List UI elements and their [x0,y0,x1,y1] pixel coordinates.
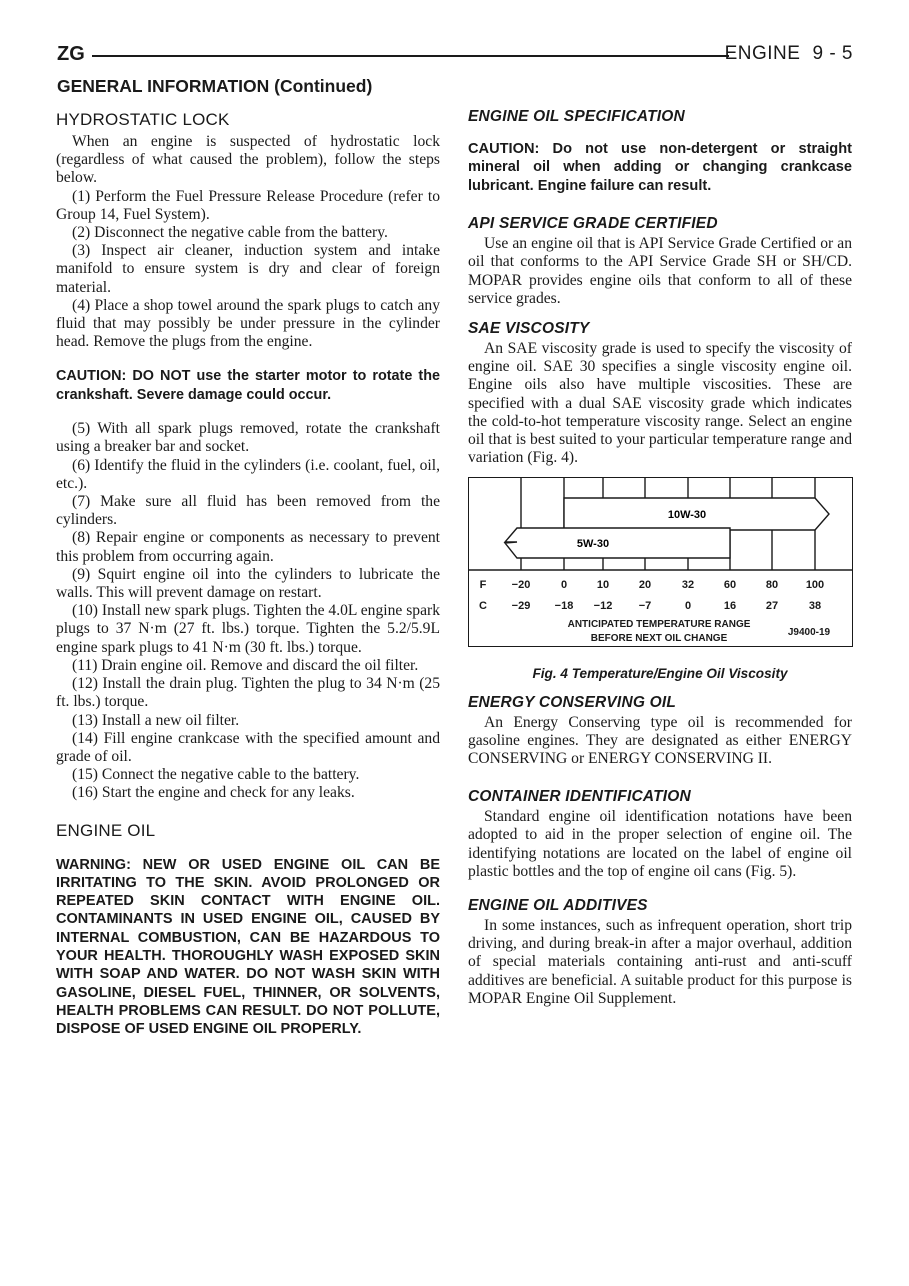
f-tick: −20 [511,579,531,592]
figure-caption: Fig. 4 Temperature/Engine Oil Viscosity [532,666,788,682]
step-item: (14) Fill engine crankcase with the specified amount and grade of oil. [56,729,440,765]
section-title: GENERAL INFORMATION (Continued) [57,76,373,96]
api-grade-heading: API SERVICE GRADE CERTIFIED [468,215,718,233]
left-column [56,104,440,1038]
sae-viscosity-heading: SAE VISCOSITY [468,320,590,338]
c-tick: 0 [684,600,692,613]
oil-additives-heading: ENGINE OIL ADDITIVES [468,897,648,915]
header-section-code: ZG [57,43,85,65]
energy-conserving-text: An Energy Conserving type oil is recommended for gasoline engines. They are designated as either ENERGY CONSERVING or ENERGY CONSERVING II. [468,713,852,768]
oil-spec-caution: CAUTION: Do not use non-detergent or straight mineral oil when adding or changing crankcase lubricant. Engine failure can result. [468,141,852,194]
figure-code: J9400-19 [787,627,831,639]
c-tick: −29 [511,600,531,613]
step-item: (7) Make sure all fluid has been removed from the cylinders. [56,493,440,529]
step-item: (6) Identify the fluid in the cylinders (i.e. coolant, fuel, oil, etc.). [56,456,440,492]
energy-conserving-heading: ENERGY CONSERVING OIL [468,693,677,711]
step-item: (12) Install the drain plug. Tighten the plug to 34 N·m (25 ft. lbs.) torque. [56,675,440,711]
f-tick: 0 [560,579,568,592]
viscosity-figure [468,477,853,647]
grade-10w30-label: 10W-30 [667,509,707,522]
right-column [468,104,852,1008]
hydrostatic-intro: When an engine is suspected of hydrostatic lock (regardless of what caused the problem), follow the steps below. [56,133,440,187]
engine-oil-warning: WARNING: NEW OR USED ENGINE OIL CAN BE IRRITATING TO THE SKIN. AVOID PROLONGED OR REPEATED SKIN CONTACT WITH ENGINE OIL. CONTAMINANTS IN USED ENGINE OIL, CAUSED BY INTERNAL COMBUSTION, CAN BE HAZARDOUS TO YOUR HEALTH. THOROUGHLY WASH EXPOSED SKIN WITH SOAP AND WATER. DO NOT WASH SKIN WITH GASOLINE, DIESEL FUEL, THINNER, OR SOLVENTS, HEALTH PROBLEMS CAN RESULT. DO NOT POLLUTE, DISPOSE OF USED ENGINE OIL PROPERLY. [56,856,440,1038]
step-item: (15) Connect the negative cable to the battery. [72,766,360,784]
step-item: (11) Drain engine oil. Remove and discard the oil filter. [72,656,419,674]
c-tick: 27 [765,600,779,613]
f-tick: 80 [765,579,779,592]
step-item: (4) Place a shop towel around the spark plugs to catch any fluid that may possibly be under pressure in the cylinder head. Remove the plugs from the engine. [56,296,440,351]
f-tick: 10 [596,579,610,592]
f-tick: 20 [638,579,652,592]
engine-oil-heading: ENGINE OIL [56,820,156,840]
hydrostatic-lock-heading: HYDROSTATIC LOCK [56,110,230,129]
c-scale-label: C [479,600,487,613]
step-item: (2) Disconnect the negative cable from the battery. [72,224,388,242]
range-caption-line1: ANTICIPATED TEMPERATURE RANGE [567,619,751,631]
starter-caution: CAUTION: DO NOT use the starter motor to rotate the crankshaft. Severe damage could occur. [56,368,440,403]
c-tick: −7 [638,600,652,613]
oil-additives-text: In some instances, such as infrequent operation, short trip driving, and during break-in after a major overhaul, addition of special materials containing anti-rust and anti-scuff additives are beneficial. A suitable product for this purpose is MOPAR Engine Oil Supplement. [468,917,852,1007]
f-tick: 100 [805,579,825,592]
f-scale-label: F [479,579,487,592]
c-tick: 38 [808,600,822,613]
c-tick: −12 [593,600,613,613]
sae-viscosity-text: An SAE viscosity grade is used to specify the viscosity of engine oil. SAE 30 specifies a single viscosity engine oil. Engine oils also have multiple viscosities. These are specified with a dual SAE viscosity grade which indicates the cold-to-hot temperature viscosity range. Select an engine oil that is best suited to your particular temperature range and variation (Fig. 4). [468,340,852,467]
step-item: (10) Install new spark plugs. Tighten the 4.0L engine spark plugs to 37 N·m (27 ft. lbs.) torque. Tighten the 5.2/5.9L engine spark plugs to 41 N·m (30 ft. lbs.) torque. [56,602,440,656]
grade-5w30-band [505,528,730,558]
step-item: (9) Squirt engine oil into the cylinders to lubricate the walls. This will prevent damage on restart. [56,565,440,602]
oil-spec-heading: ENGINE OIL SPECIFICATION [468,108,685,125]
viscosity-chart [469,478,852,646]
step-item: (16) Start the engine and check for any leaks. [72,784,355,802]
step-item: (1) Perform the Fuel Pressure Release Procedure (refer to Group 14, Fuel System). [56,187,440,223]
header-title-block [713,43,853,65]
c-tick: −18 [554,600,574,613]
step-item: (8) Repair engine or components as necessary to prevent this problem from occurring again. [56,529,440,565]
page-number: 9 - 5 [812,43,853,64]
container-id-heading: CONTAINER IDENTIFICATION [468,788,691,806]
step-item: (3) Inspect air cleaner, induction system and intake manifold to ensure system is dry and clear of foreign material. [56,242,440,296]
api-grade-text: Use an engine oil that is API Service Grade Certified or an oil that conforms to the API Service Grade SH or SH/CD. MOPAR provides engine oils that conform to all of these service grades. [468,235,852,307]
range-caption-line2: BEFORE NEXT OIL CHANGE [590,633,728,645]
container-id-text: Standard engine oil identification notations have been adopted to aid in the proper selection of engine oil. The identifying notations are located on the label of engine oil plastic bottles and the top of engine oil cans (Fig. 5). [468,808,852,880]
header-chapter: ENGINE [724,43,801,64]
step-item: (13) Install a new oil filter. [72,711,240,729]
f-tick: 60 [723,579,737,592]
header-rule [92,55,729,57]
grade-5w30-label: 5W-30 [576,538,610,551]
c-tick: 16 [723,600,737,613]
f-tick: 32 [681,579,695,592]
step-item: (5) With all spark plugs removed, rotate the crankshaft using a breaker bar and socket. [56,420,440,456]
